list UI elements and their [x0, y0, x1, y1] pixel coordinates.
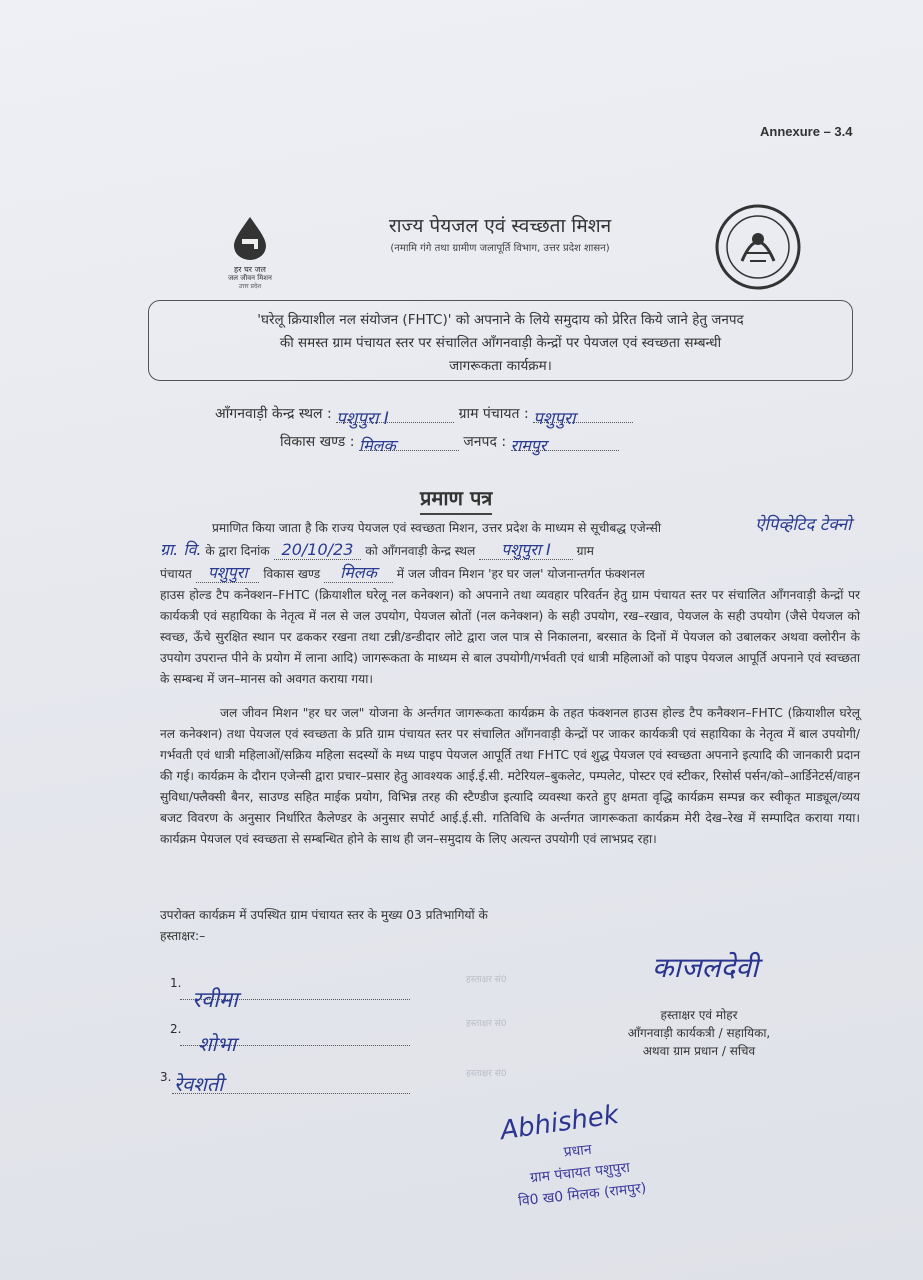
- certificate-paragraph-1: [160, 518, 860, 690]
- participant-number: 1.: [170, 976, 182, 990]
- faint-label: हस्ताक्षर सं0: [466, 1069, 507, 1079]
- p1-text-d: ग्राम: [576, 544, 594, 558]
- stamp-line-1: प्रधान: [562, 1141, 593, 1161]
- certificate-title: प्रमाण पत्र: [420, 484, 492, 515]
- subject-line-2: की समस्त ग्राम पंचायत स्तर पर संचालित आँगनवाड़ी केन्द्रों पर पेयजल एवं स्वच्छता सम्बन्धी: [279, 335, 722, 351]
- subject-line-3: जागरूकता कार्यक्रम।: [449, 358, 552, 374]
- certificate-paragraph-2: जल जीवन मिशन "हर घर जल" योजना के अर्न्तगत जागरूकता कार्यक्रम के तहत फंक्शनल हाउस होल्ड टैप कनैक्शन–FHTC (क्रियाशील घरेलू नल कनेक्शन) तथा पेयजल एवं स्वच्छता के प्रति ग्राम पंचायत स्तर पर संचालित आँगनवाड़ी केन्द्रों पर जाकर कार्यकत्री एवं सहायिका के नेतृत्व में बाल उपयोगी/गर्भवती एवं धात्री महिलाओं/सक्रिय महिला सदस्यों के मध्य पाइप पेयजल आपूर्ति तथा FHTC एवं शुद्ध पेयजल एवं स्वच्छता अपनाने इत्यादि की जानकारी प्रदान की गई। कार्यक्रम के दौरान एजेन्सी द्वारा प्रचार–प्रसार हेतु आवश्यक आई.ई.सी. मटेरियल–बुकलेट, पम्पलेट, पोस्टर एवं स्टीकर, रिसोर्स पर्सन/को–आर्डिनेटर्स/वाहन सुविधा/फ्लैक्सी बैनर, साउण्ड सहित माईक प्रयोग, विभिन्न तरह की स्टैण्डीज इत्यादि व्यवस्था करते हुए क्षमता वृद्धि कार्यक्रम सम्पन्न कर स्वीकृत माड्यूल/व्यय बजट विवरण के अनुसार निर्धारित कैलेण्डर के अनुसार सपोर्ट आई.ई.सी. गतिविधि के अर्न्तगत जागरूकता कार्यक्रम मेरी देख–रेख में सम्पादित कराया गया। कार्यक्रम पेयजल एवं स्वच्छता से सम्बन्धित होने के साथ ही जन–समुदाय के लिए अत्यन्त उपयोगी एवं लाभप्रद रहा।: [160, 706, 860, 846]
- p1-text-rest: हाउस होल्ड टैप कनेक्शन–FHTC (क्रियाशील घरेलू नल कनेक्शन) को अपनाने तथा व्यवहार परिवर्तन हेतु ग्राम पंचायत स्तर पर संचालित आँगनवाड़ी केन्द्रों पर कार्यकत्री एवं सहायिका के नेतृत्व में नल से जल उपयोग, पेयजल स्रोतों (नल कनेक्शन) के सही उपयोग, रख–रखाव, पेयजल के सही उपयोग (जैसे पेयजल को स्वच्छ, ऊँचे सुरक्षित स्थान पर ढककर रखना तथा टन्नी/डन्डीदार लोटे द्वारा जल पात्र से निकालना, बरसात के दिनों में पेयजल को उबालकर अथवा क्लोरीन के उपयोग उपरान्त पीने के प्रयोग में लाना आदि) जागरूकता के माध्यम से बाल उपयोगी/गर्भवती एवं धात्री महिलाओं को पाइप पेयजल आपूर्ति अपनाने एवं स्वच्छता के सम्बन्ध में जन–मानस को अवगत कराया गया।: [160, 588, 860, 686]
- gram-panchayat-value: पशुपुरा: [533, 409, 576, 429]
- logo-caption-3: उत्तर प्रदेश: [238, 283, 262, 290]
- participant-signature: रेवशती: [174, 1072, 224, 1096]
- p1-text-g: में जल जीवन मिशन 'हर घर जल' योजनान्तर्गत फंक्शनल: [396, 567, 645, 581]
- water-drop-icon: [210, 215, 290, 261]
- logo-caption-2: जल जीवन मिशन: [228, 274, 272, 282]
- anganwadi-label: आँगनवाड़ी केन्द्र स्थल :: [215, 406, 332, 422]
- janpad-value: रामपुर: [510, 436, 547, 455]
- date-handwritten: 20/10/23: [274, 540, 362, 560]
- up-government-emblem: [712, 203, 804, 291]
- vikas-khand-value: मिलक: [358, 436, 396, 455]
- gram-vikas-handwritten: ग्रा. वि.: [160, 540, 202, 559]
- pradhan-signature: Abhishek: [498, 1099, 621, 1147]
- p1-text-c: को आँगनवाड़ी केन्द्र स्थल: [365, 544, 476, 558]
- agency-handwritten: ऐपिव्हेटिद टेक्नो: [755, 515, 852, 535]
- participant-3: [160, 1066, 410, 1094]
- p3-line-2: हस्ताक्षर:–: [160, 929, 206, 943]
- pradhan-stamp: [497, 1132, 663, 1214]
- signatory-block: [608, 1006, 790, 1060]
- p1-text-e: पंचायत: [160, 567, 192, 581]
- subject-box: [148, 300, 853, 381]
- participant-number: 3.: [160, 1070, 172, 1084]
- p1-text-a: प्रमाणित किया जाता है कि राज्य पेयजल एवं स्वच्छता मिशन, उत्तर प्रदेश के माध्यम से सूचीबद्ध एजेन्सी: [212, 521, 662, 535]
- stamp-line-3: वि0 ख0 मिलक (रामपुर): [517, 1180, 648, 1210]
- subject-line-1: 'घरेलू क्रियाशील नल संयोजन (FHTC)' को अपनाने के लिये समुदाय को प्रेरित किये जाने हेतु जनपद: [257, 312, 744, 328]
- panchayat-handwritten: पशुपुरा: [196, 563, 260, 583]
- p1-text-f: विकास खण्ड: [263, 567, 321, 581]
- participant-signature: शोभा: [198, 1032, 237, 1056]
- center-handwritten: पशुपुरा I: [479, 540, 573, 560]
- p1-text-b: के द्वारा दिनांक: [205, 544, 270, 558]
- p3-line-1: उपरोक्त कार्यक्रम में उपस्थित ग्राम पंचायत स्तर के मुख्य 03 प्रतिभागियों के: [160, 908, 488, 922]
- state-seal-icon: [712, 203, 804, 291]
- har-ghar-jal-logo: [210, 215, 290, 290]
- gram-panchayat-label: ग्राम पंचायत :: [458, 406, 529, 422]
- faint-label: हस्ताक्षर सं0: [466, 975, 507, 985]
- faint-label: हस्ताक्षर सं0: [466, 1019, 507, 1029]
- field-row-2: [280, 432, 619, 455]
- signatory-signature: काजलदेवी: [652, 951, 759, 984]
- participant-2: [170, 1018, 410, 1056]
- stamp-line-2: ग्राम पंचायत पशुपुरा: [529, 1159, 631, 1187]
- block-handwritten: मिलक: [324, 563, 393, 583]
- mission-title: राज्य पेयजल एवं स्वच्छता मिशन: [388, 215, 612, 237]
- field-row-1: [215, 404, 633, 429]
- anganwadi-value: पशुपुरा I: [336, 409, 389, 429]
- participant-number: 2.: [170, 1022, 182, 1036]
- mission-subtitle: (नमामि गंगे तथा ग्रामीण जलापूर्ति विभाग, उत्तर प्रदेश शासन): [390, 243, 610, 254]
- participant-1: [170, 972, 410, 1013]
- signatory-line-2: आँगनवाड़ी कार्यकत्री / सहायिका,: [627, 1026, 771, 1040]
- janpad-label: जनपद :: [463, 434, 507, 450]
- vikas-khand-label: विकास खण्ड :: [280, 434, 355, 450]
- annexure-label: Annexure – 3.4: [760, 124, 853, 139]
- certificate-paragraph-3: [160, 905, 720, 947]
- participant-signature: रवीमा: [192, 988, 238, 1013]
- logo-caption-1: हर घर जल: [234, 265, 266, 274]
- signatory-line-1: हस्ताक्षर एवं मोहर: [660, 1008, 738, 1022]
- signatory-line-3: अथवा ग्राम प्रधान / सचिव: [642, 1044, 756, 1058]
